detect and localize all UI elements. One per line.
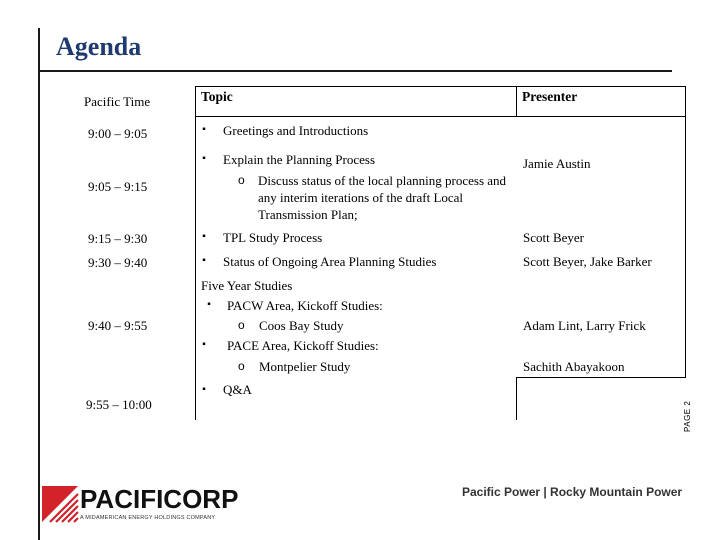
row-presenter: Scott Beyer [523, 230, 585, 245]
row-time: 9:15 – 9:30 [88, 231, 148, 246]
bullet-icon: ▪ [207, 299, 211, 310]
footer-tagline: Pacific Power | Rocky Mountain Power [462, 485, 683, 499]
title-underline [38, 70, 672, 72]
row-subtopic: Discuss status of the local planning process and any interim iterations of the draft Local Transmission Plan; [258, 173, 507, 222]
header-time: Pacific Time [84, 94, 151, 109]
row-time: 9:05 – 9:15 [88, 179, 148, 194]
bullet-icon: ▪ [202, 384, 206, 395]
table-left-border [195, 86, 196, 420]
sub-bullet-icon: o [238, 173, 245, 187]
page-number: PAGE 2 [683, 400, 692, 432]
pacificorp-logo-mark-icon [40, 484, 80, 524]
table-header-divider [195, 116, 686, 117]
sub-bullet-icon: o [238, 359, 245, 373]
row-time: 9:30 – 9:40 [88, 255, 148, 270]
row-topic: TPL Study Process [223, 230, 323, 245]
row-subtopic: Montpelier Study [259, 359, 351, 374]
row-time: 9:40 – 9:55 [88, 318, 148, 333]
left-rule [38, 28, 40, 540]
page-title: Agenda [56, 32, 142, 61]
table-top-border [195, 86, 686, 87]
table-mid-border [516, 377, 686, 378]
bullet-icon: ▪ [202, 231, 206, 242]
row-topic: PACW Area, Kickoff Studies: [227, 298, 383, 313]
row-presenter: Jamie Austin [523, 156, 591, 171]
row-topic: Status of Ongoing Area Planning Studies [223, 254, 437, 269]
bullet-icon: ▪ [202, 153, 206, 164]
bullet-icon: ▪ [202, 124, 206, 135]
header-presenter: Presenter [522, 89, 578, 104]
sub-bullet-icon: o [238, 318, 245, 332]
pacificorp-logo-subtext: A MIDAMERICAN ENERGY HOLDINGS COMPANY [80, 515, 216, 521]
bullet-icon: ▪ [202, 255, 206, 266]
row-presenter: Scott Beyer, Jake Barker [523, 254, 652, 269]
row-topic: Greetings and Introductions [223, 123, 369, 138]
row-time: 9:00 – 9:05 [88, 126, 148, 141]
bullet-icon: ▪ [202, 339, 206, 350]
presenter-column-divider-lower [516, 377, 517, 420]
row-topic: Explain the Planning Process [223, 152, 376, 167]
pacificorp-logo: PACIFICORP [80, 484, 239, 514]
row-presenter: Sachith Abayakoon [523, 359, 625, 374]
row-subtopic: Coos Bay Study [259, 318, 344, 333]
row-topic: Q&A [223, 382, 252, 397]
row-presenter: Adam Lint, Larry Frick [523, 318, 646, 333]
row-topic: PACE Area, Kickoff Studies: [227, 338, 379, 353]
presenter-column-divider [516, 86, 517, 117]
row-time: 9:55 – 10:00 [86, 397, 152, 412]
table-right-border [685, 86, 686, 377]
row-heading: Five Year Studies [201, 278, 293, 293]
header-topic: Topic [201, 89, 233, 104]
